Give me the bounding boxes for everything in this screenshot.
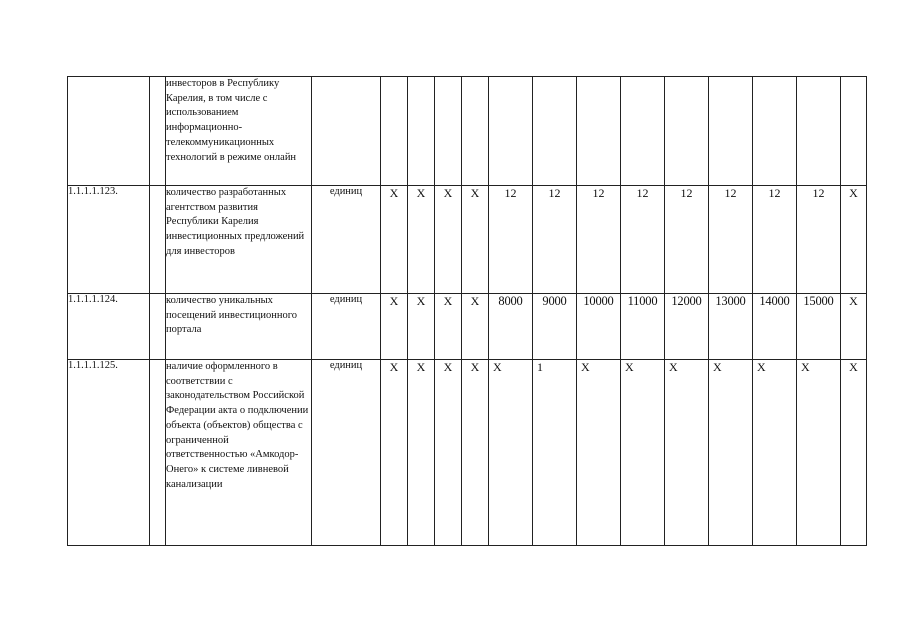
row-number: 1.1.1.1.125. <box>68 360 150 546</box>
value-cell: X <box>408 360 435 546</box>
value-cell: X <box>709 360 753 546</box>
value-cell: X <box>665 360 709 546</box>
empty-cell <box>150 77 166 186</box>
value-cell: 12 <box>665 186 709 294</box>
value-cell: X <box>435 294 462 360</box>
unit-cell: единиц <box>312 294 381 360</box>
value-cell <box>489 77 533 186</box>
row-number: 1.1.1.1.123. <box>68 186 150 294</box>
value-cell: 12 <box>621 186 665 294</box>
row-number: 1.1.1.1.124. <box>68 294 150 360</box>
value-cell: X <box>462 294 489 360</box>
value-cell: X <box>577 360 621 546</box>
value-cell: X <box>435 360 462 546</box>
value-cell: 13000 <box>709 294 753 360</box>
value-cell <box>381 77 408 186</box>
value-cell: 10000 <box>577 294 621 360</box>
table-row <box>68 294 867 360</box>
value-cell: X <box>753 360 797 546</box>
unit-cell: единиц <box>312 360 381 546</box>
indicators-table <box>67 76 867 546</box>
value-cell <box>462 77 489 186</box>
value-cell: X <box>381 186 408 294</box>
value-cell <box>577 77 621 186</box>
table-row <box>68 186 867 294</box>
value-cell: 8000 <box>489 294 533 360</box>
value-cell: X <box>797 360 841 546</box>
unit-cell: единиц <box>312 186 381 294</box>
indicator-description: инвесторов в Республику Карелия, в том числе с использованием информационно-телекоммуникационных технологий в режиме онлайн <box>166 77 312 186</box>
indicator-description: количество уникальных посещений инвестиционного портала <box>166 294 312 360</box>
empty-cell <box>150 294 166 360</box>
value-cell: X <box>381 360 408 546</box>
value-cell <box>408 77 435 186</box>
empty-cell <box>150 360 166 546</box>
unit-cell <box>312 77 381 186</box>
value-cell: X <box>841 360 867 546</box>
value-cell: 12 <box>797 186 841 294</box>
value-cell: 1 <box>533 360 577 546</box>
value-cell: X <box>408 294 435 360</box>
value-cell <box>753 77 797 186</box>
indicator-description: наличие оформленного в соответствии с законодательством Российской Федерации акта о подключении объекта (объектов) общества с ограниченной ответственностью «Амкодор-Онего» к системе ливневой канализации <box>166 360 312 546</box>
value-cell: X <box>462 186 489 294</box>
value-cell: X <box>462 360 489 546</box>
value-cell: 12000 <box>665 294 709 360</box>
value-cell <box>533 77 577 186</box>
value-cell: X <box>841 294 867 360</box>
value-cell: 9000 <box>533 294 577 360</box>
value-cell: 12 <box>533 186 577 294</box>
value-cell: 12 <box>489 186 533 294</box>
value-cell: 12 <box>753 186 797 294</box>
empty-cell <box>150 186 166 294</box>
value-cell <box>665 77 709 186</box>
value-cell: X <box>435 186 462 294</box>
value-cell <box>797 77 841 186</box>
value-cell <box>435 77 462 186</box>
value-cell: 12 <box>709 186 753 294</box>
value-cell: 14000 <box>753 294 797 360</box>
value-cell <box>841 77 867 186</box>
value-cell: X <box>489 360 533 546</box>
value-cell: 12 <box>577 186 621 294</box>
value-cell: X <box>408 186 435 294</box>
table-row <box>68 360 867 546</box>
value-cell: 11000 <box>621 294 665 360</box>
value-cell: X <box>621 360 665 546</box>
row-number <box>68 77 150 186</box>
value-cell: X <box>381 294 408 360</box>
value-cell: 15000 <box>797 294 841 360</box>
value-cell <box>621 77 665 186</box>
indicator-description: количество разработанных агентством развития Республики Карелия инвестиционных предложений для инвесторов <box>166 186 312 294</box>
value-cell: X <box>841 186 867 294</box>
value-cell <box>709 77 753 186</box>
table-row <box>68 77 867 186</box>
